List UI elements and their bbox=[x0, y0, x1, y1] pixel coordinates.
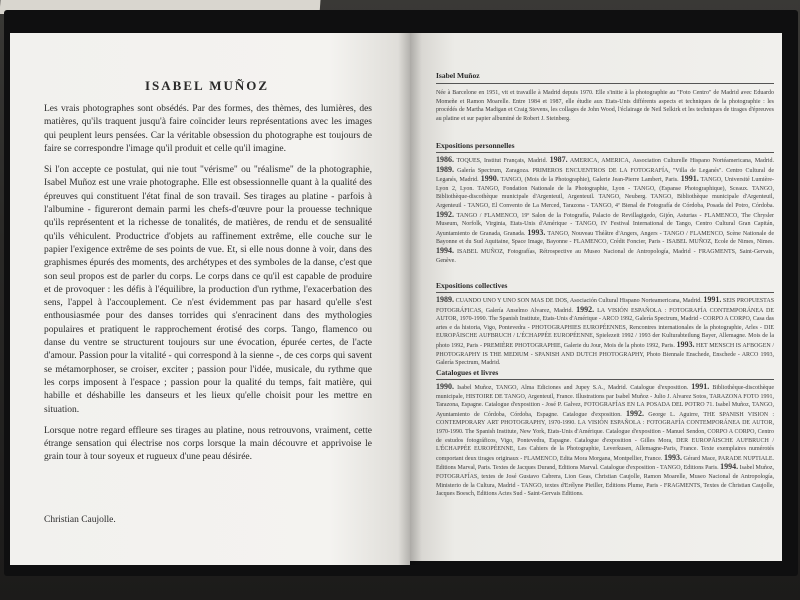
entry-text: TANGO, (Mois de la Photographie), Galerie Jean-Pierre Lambert, Paris. bbox=[500, 177, 679, 184]
essay-paragraph: Si l'on accepte ce postulat, qui nie tout "vérisme" ou "réalisme" de la photographie, Isabel Muñoz est une vraie photographe. Elle est obsessionnelle quant à la qualité des épreuves qui constituent l'état final de son travail. Ses tirages au platine - parfois à l'albumine - figureront demain parmi les chefs-d'œuvre pour la prouesse technique qu'ils représentent et la richesse de tonalités, de matières, de rendu et de sensualité qu'ils véhiculent. Productrice d'objets au raffinement extrême, elle couche sur le papier l'exigence extrême de ses points de vue. Et, si elle nous donne à voir, dans des graphismes épurés des moments, des archétypes et des symboles de la danse, c'est que son seul propos est de parler du corps. Le corps dans ce qu'il est capable de produire et de provoquer : les défis à l'équilibre, la production d'un rythme, l'exacerbation des sens, l'appel à l'accouplement. Ce n'est évidemment pas par hasard qu'elle s'est enthousiasmée pour des danses torrides qui s'enracinent dans des mythologies populaires et pratiquent le rapprochement érotisé des corps. Tango, flamenco ou danse du ventre se structurent toujours sur une évocation, épurée certes, de l'acte d'amour. Passion pour la vitalité - qui correspond à la sienne -, de ces corps qui savent se métamorphoser, se croiser, exciter ; passion pour l'idée, musicale, du rythme que les corps imposent à l'espace ; passion pour la qualité du temps, fait matière, qui habille et déshabille les danseurs et les lieux qu'elle choisit pour les mettre en situation. bbox=[44, 165, 372, 415]
divider bbox=[436, 292, 774, 293]
section-heading-group-exhibitions: Expositions collectives bbox=[436, 281, 508, 290]
entry-text: ISABEL MUÑOZ, Fotografías, Rétrospective au Museo Nacional de Antropología, Madrid - FRAGMENTS, Saint-Gervais, Genève. bbox=[436, 248, 775, 264]
entry-year: 1987. bbox=[549, 155, 568, 164]
entry-year: 1992. bbox=[626, 408, 645, 418]
entry-text: TANGO, Nouveau Théâtre d'Angers, Angers - TANGO / FLAMENCO, Scène Nationale de Bayonne et du Sud Aquitaine, Space Image, Bayonne - FLAMENCO, Crédit Foncier, Paris - ISABEL MUÑOZ, Ecole de Nimes, Nimes. bbox=[436, 230, 774, 246]
author-signature: Christian Caujolle. bbox=[44, 515, 116, 525]
entry-year: 1991. bbox=[691, 382, 710, 391]
solo-exhibitions-list bbox=[436, 156, 774, 265]
entry-year: 1990. bbox=[436, 382, 454, 391]
entry-text: Bibliothèque-discothèque municipale, HISTOIRE DE TANGO, Argenteuil, France. Illustrations par Isabel Muñoz - Julio J. Alvarez Sotos, TARAZONA FOTO 1991, Tarazona, Espagne. Catalogue d'exposition - José P. Galvez, FOTOGRAFÍAS EN LA POSADA DEL POTRO 71. Isabel Muñoz, TANGO, Ayuntamiento de Córdoba, Córdoba, Espagne. Catalogue d'exposition. bbox=[436, 385, 775, 418]
section-heading-solo-exhibitions: Expositions personnelles bbox=[436, 141, 515, 150]
entry-year: 1994. bbox=[720, 462, 739, 472]
entry-text: Isabel Muñoz, TANGO, Alma Ediciones and Jupey S.A., Madrid. Catalogue d'exposition. bbox=[457, 385, 689, 391]
entry-text: Galería Spectrum, Zaragoza. PRIMEROS ENCUENTROS DE LA FOTOGRAFÍA, "Villa de Leganés". Centro Cultural de Leganés, Madrid. bbox=[436, 167, 775, 184]
entry-year: 1992. bbox=[436, 209, 454, 219]
entry-text: Gérard Mace, PARADE NUPTIALE. Editions Marval, Paris. Textes de Jacques Durand, Editions Marval. Catalogue d'exposition - TANGO, Editions Paris. bbox=[436, 455, 775, 472]
entry-text: AMERICA, AMERICA, Association Culturelle Hispano Nortéamericana, Madrid. bbox=[569, 158, 775, 164]
entry-year: 1989. bbox=[436, 295, 454, 304]
entry-year: 1992. bbox=[576, 304, 595, 314]
section-heading-catalogues: Catalogues et livres bbox=[436, 368, 499, 377]
catalogues-list bbox=[436, 383, 774, 499]
artist-name-heading: Isabel Muñoz bbox=[436, 71, 480, 80]
essay-paragraph: Les vrais photographes sont obsédés. Par des formes, des thèmes, des lumières, des matières, qu'ils traquent jusqu'à faire coïncider leurs représentations avec les images qui peuplent leurs pensées. Car la véritable obsession du photographe est toujours de faire se correspondre l'image qu'il produit et celle qu'il imagine. bbox=[44, 104, 372, 154]
divider bbox=[436, 83, 774, 84]
entry-year: 1986. bbox=[436, 155, 454, 164]
book-spine-shadow bbox=[398, 33, 422, 565]
entry-text: Isabel Muñoz, FOTOGRAFÍAS, textes de José Gustavo Cabrera, Lion Geas, Christian Caujolle, Ramon Moarelle, Museo Nacional de Antropología, Ministerio de la Cultura, Madrid - TANGO, textes d'Erélyne Pieiller, Editions Plume, Paris - FRAGMENTS, Textes de Christian Caujolle, Jacques Boesch, Editions Actes Sud - Saint-Gervais Editions. bbox=[436, 465, 775, 498]
left-page bbox=[10, 33, 410, 565]
entry-text: George L. Aguirre, THE SPANISH VISION : CONTEMPORARY ART PHOTOGRAPHY, 1970-1990. LA VISIÓN ESPAÑOLA : FOTOGRAFÍA CONTEMPORÁNEA DE AUTOR, 1970-1990. The Spanish Institute, New York, Etats-Unis d'Amérique. Catalogue d'exposition - Manuel Sendon, CORPO A CORPO, Centro de estudos fotográficos, Vigo, Pontevedra, Espagne. Catalogue d'exposition - Gilles Mora, DER EUROPÄISCHE AUFBRUCH / L'ÉCHAPPÉE EUROPÉENNE, Les Cahiers de la Photographie, Leverkusen, Allemagne-Paris, France. Texte exemplaires numérotés comportant deux tirages originaux - FLAMENCO, Edita Mora Morgana, Montpellier, France. bbox=[436, 411, 775, 462]
entry-year: 1990. bbox=[480, 174, 499, 184]
right-page bbox=[410, 33, 782, 561]
entry-text: CUANDO UNO Y UNO SON MAS DE DOS, Asociación Cultural Hispano Norteamericana, Madrid. bbox=[455, 298, 702, 304]
entry-year: 1989. bbox=[436, 164, 454, 174]
group-exhibitions-list bbox=[436, 296, 774, 368]
page-title: ISABEL MUÑOZ bbox=[145, 78, 270, 93]
entry-year: 1991. bbox=[680, 174, 699, 184]
entry-year: 1993. bbox=[527, 227, 546, 237]
divider bbox=[436, 379, 774, 380]
entry-year: 1993. bbox=[663, 452, 682, 462]
entry-year: 1994. bbox=[436, 245, 454, 255]
essay-text bbox=[44, 103, 372, 473]
entry-text: SEIS PROPUESTAS FOTOGRÁFICAS, Galería Anselmo Alvarez, Madrid. bbox=[436, 298, 775, 314]
entry-text: TANGO, Université Lumière-Lyon 2, Lyon. TANGO, Fondation Nationale de la Photographie, Lyon - TANGO, (Espanse Photographique), Sceaux. TANGO, Bibliothèque-discothèque municipale d'Argenteuil, Argenteuil. TANGO, Neuberg. TANGO, Bibliothèque municipale d'Argenteuil, Argenteuil - TANGO, El Convento de La Merced, Tarazona - TANGO, 4ª Bienal de Fotografía de Córdoba, Posada del Potro, Córdoba. bbox=[436, 177, 774, 209]
entry-year: 1991. bbox=[703, 295, 722, 304]
entry-text: TOQUES, Institut Français, Madrid. bbox=[456, 158, 548, 164]
essay-paragraph: Lorsque notre regard effleure ses tirages au platine, nous retrouvons, vraiment, cette étrange sensation qui électrise nos corps lorsque la main découvre et apprivoise le grain tour à tour soyeux et rugueux d'une peau désirée. bbox=[44, 425, 372, 463]
entry-year: 1993. bbox=[676, 339, 695, 349]
divider bbox=[436, 152, 774, 153]
entry-text: HET MENSCH IS AFBOGEN / PHOTOGRAPHY IS THE MEDIUM - SPANISH AND DUTCH PHOTOGRAPHY, Photo Biennale Enschede, Enschede - ARCO 1993, Galería Spectrum, Madrid. bbox=[436, 342, 775, 367]
entry-text: LA VISIÓN ESPAÑOLA : FOTOGRAFÍA CONTEMPORÁNEA DE AUTOR, 1970-1990. The Spanish Institute, Etats-Unis d'Amérique - ARCO 1992, Galería Spectrum, Madrid - CORPO A CORPO, Casa das artes e da historia, Vigo, Pontevedra - PHOTOGRAPHIES EUROPÉENNES, Rencontres internationales de la photographie, Arles - DIE EUROPÄISCHE AUFBRUCH / L'ÉCHAPPÉE EUROPÉENNE, Spielezeit 1992 / 1993 der Kulturabteilung Bayer, Allemagne. Mois de la photo 1992, Paris - PREMIÈRE PHOTOGRAPHIE, Galerie du Jour, Mois de la photo 1992, Paris. bbox=[436, 307, 775, 349]
entry-text: TANGO / FLAMENCO, 19º Salon de la Fotografía, Palacio de Revillagigedo, Gijón, Asturias - FLAMENCO, The Chrysler Museum, Norfolk, Virginia, Etats-Unis d'Amérique - TANGO, IV Festival International de Tango, Centro Cultural Gran Capitán, Ayuntamiento de Granada, Granada. bbox=[436, 212, 774, 237]
biography: Née à Barcelone en 1951, vit et travaille à Madrid depuis 1970. Elle s'initie à la photographie au "Foto Centro" de Madrid avec Eduardo Momeñe et Ramon Moarelle. Entre 1984 et 1987, elle étudie aux Etats-Unis différents aspects et techniques de la photographie : les procédés de Martha Madigan et Craig Stevens, les collages de John Wood, l'éclairage de Neil Selkirk et les techniques de tirages d'épreuves au platine et sur papier albuminé de Robert J. Steinberg. bbox=[436, 90, 774, 122]
